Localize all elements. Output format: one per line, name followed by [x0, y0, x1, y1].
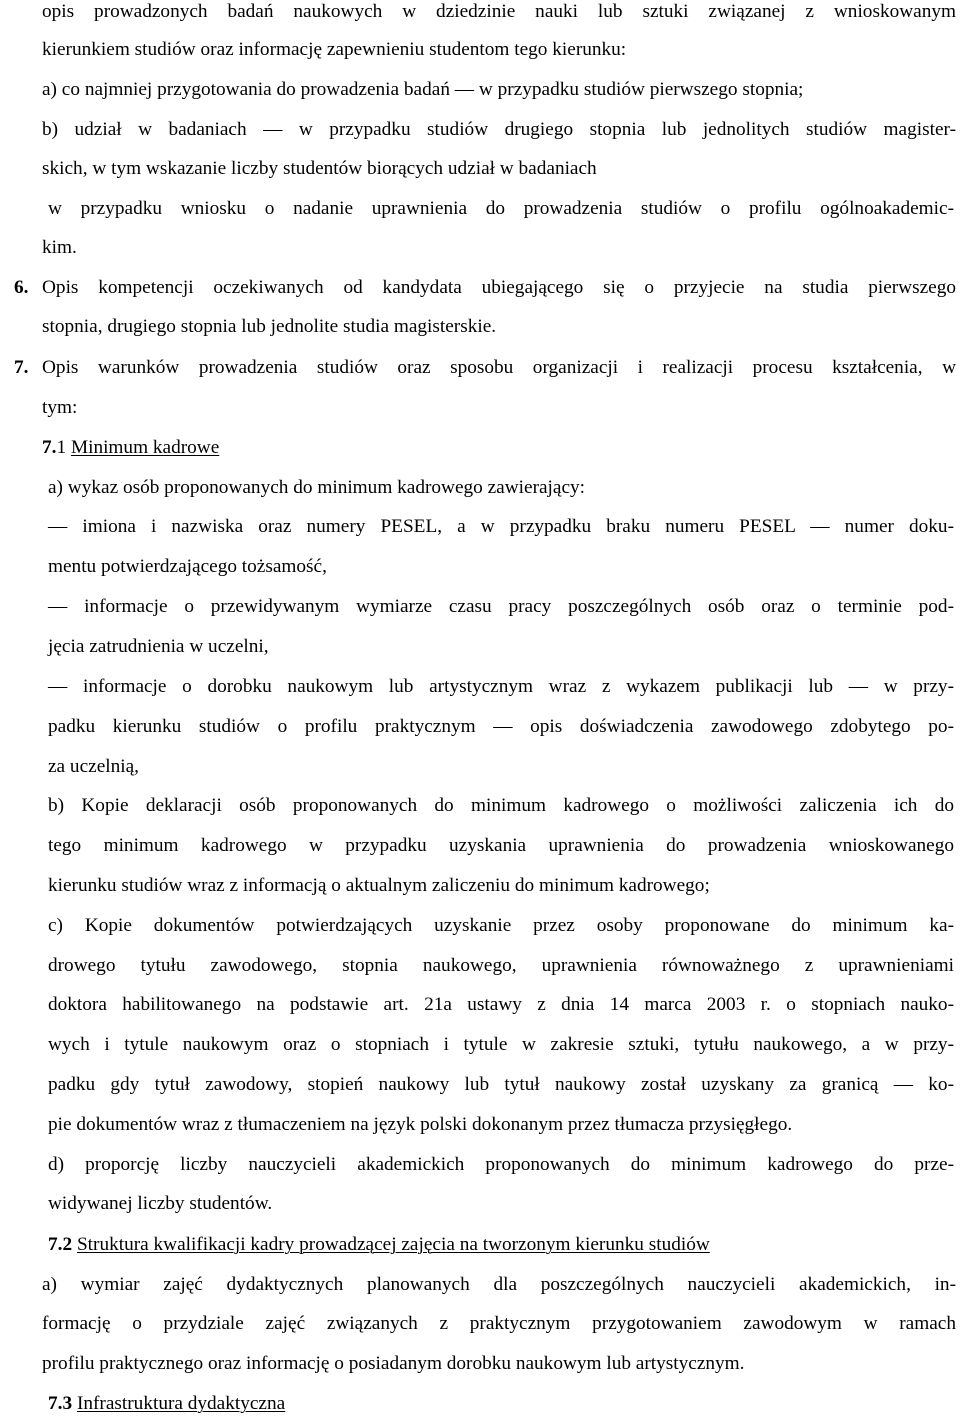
section-number: 7.3 [48, 1393, 73, 1414]
list-item-b: b) Kopie deklaracji osób proponowanych do minimum kadrowego o możliwości zaliczenia ich do [48, 795, 954, 816]
section-heading [42, 437, 219, 459]
list-item-a: a) wykaz osób proponowanych do minimum kadrowego zawierający: [48, 477, 586, 498]
dash-item: jęcia zatrudnienia w uczelni, [48, 636, 269, 657]
section-heading [48, 1234, 710, 1256]
dash-item: — imiona i nazwiska oraz numery PESEL, a w przypadku braku numeru PESEL — numer doku- [48, 516, 954, 537]
dash-item: — informacje o przewidywanym wymiarze czasu pracy poszczególnych osób oraz o terminie pod- [48, 596, 954, 617]
section-number: 7.2 [48, 1234, 73, 1255]
list-item-a: a) co najmniej przygotowania do prowadzenia badań — w przypadku studiów pierwszego stopnia; [42, 79, 804, 100]
list-item-a: formację o przydziale zajęć związanych z praktycznym przygotowaniem zawodowym w ramach [42, 1313, 956, 1334]
list-item-d: d) proporcję liczby nauczycieli akademickich proponowanych do minimum kadrowego do prze- [48, 1154, 954, 1175]
list-item-c: wych i tytule naukowym oraz o stopniach i tytule w zakresie sztuki, tytułu naukowego, a w przy- [48, 1034, 954, 1055]
list-item-c: drowego tytułu zawodowego, stopnia naukowego, uprawnienia równoważnego z uprawnieniami [48, 955, 954, 976]
list-item-d: widywanej liczby studentów. [48, 1193, 273, 1214]
dash-item: padku kierunku studiów o profilu praktycznym — opis doświadczenia zawodowego zdobytego po- [48, 716, 954, 737]
section-title: Infrastruktura dydaktyczna [76, 1393, 286, 1414]
section-title: Struktura kwalifikacji kadry prowadzącej zajęcia na tworzonym kierunku studiów [76, 1234, 710, 1255]
dash-item: mentu potwierdzającego tożsamość, [48, 556, 327, 577]
item-number: 6. [14, 277, 29, 298]
paragraph-line: w przypadku wniosku o nadanie uprawnienia do prowadzenia studiów o profilu ogólnoakademic- [48, 198, 954, 219]
list-item-b: tego minimum kadrowego w przypadku uzyskania uprawnienia do prowadzenia wnioskowanego [48, 835, 954, 856]
section-number: 7. [42, 437, 57, 458]
dash-item: za uczelnią, [48, 756, 139, 777]
list-item-c: padku gdy tytuł zawodowy, stopień naukowy lub tytuł naukowy został uzyskany za granicą — ko- [48, 1074, 954, 1095]
list-item-a: profilu praktycznego oraz informację o posiadanym dorobku naukowym lub artystycznym. [42, 1353, 745, 1374]
list-item-c: c) Kopie dokumentów potwierdzających uzyskanie przez osoby proponowane do minimum ka- [48, 915, 954, 936]
item-number: 7. [14, 357, 29, 378]
section-number-rest: 1 [56, 437, 67, 458]
paragraph-line: opis prowadzonych badań naukowych w dziedzinie nauki lub sztuki związanej z wnioskowanym [42, 1, 956, 22]
item-7-text: Opis warunków prowadzenia studiów oraz sposobu organizacji i realizacji procesu kształcenia, w [42, 357, 956, 378]
paragraph-line: skich, w tym wskazanie liczby studentów biorących udział w badaniach [42, 158, 597, 179]
section-title: Minimum kadrowe [70, 437, 220, 458]
list-item-a: a) wymiar zajęć dydaktycznych planowanych dla poszczególnych nauczycieli akademickich, in- [42, 1274, 956, 1295]
section-heading [48, 1393, 285, 1415]
list-item-b: kierunku studiów wraz z informacją o aktualnym zaliczeniu do minimum kadrowego; [48, 875, 710, 896]
list-item-c: pie dokumentów wraz z tłumaczeniem na język polski dokonanym przez tłumacza przysięgłego. [48, 1114, 793, 1135]
paragraph-line: kim. [42, 237, 77, 258]
dash-item: — informacje o dorobku naukowym lub artystycznym wraz z wykazem publikacji lub — w przy- [48, 676, 954, 697]
item-7-text: tym: [42, 397, 78, 418]
item-6-text: stopnia, drugiego stopnia lub jednolite studia magisterskie. [42, 316, 497, 337]
list-item-c: doktora habilitowanego na podstawie art. 21a ustawy z dnia 14 marca 2003 r. o stopniach nauko- [48, 994, 954, 1015]
paragraph-line: kierunkiem studiów oraz informację zapewnieniu studentom tego kierunku: [42, 39, 627, 60]
item-6-text: Opis kompetencji oczekiwanych od kandydata ubiegającego się o przyjecie na studia pierwszego [42, 277, 956, 298]
list-item-b: b) udział w badaniach — w przypadku studiów drugiego stopnia lub jednolitych studiów magister- [42, 119, 956, 140]
